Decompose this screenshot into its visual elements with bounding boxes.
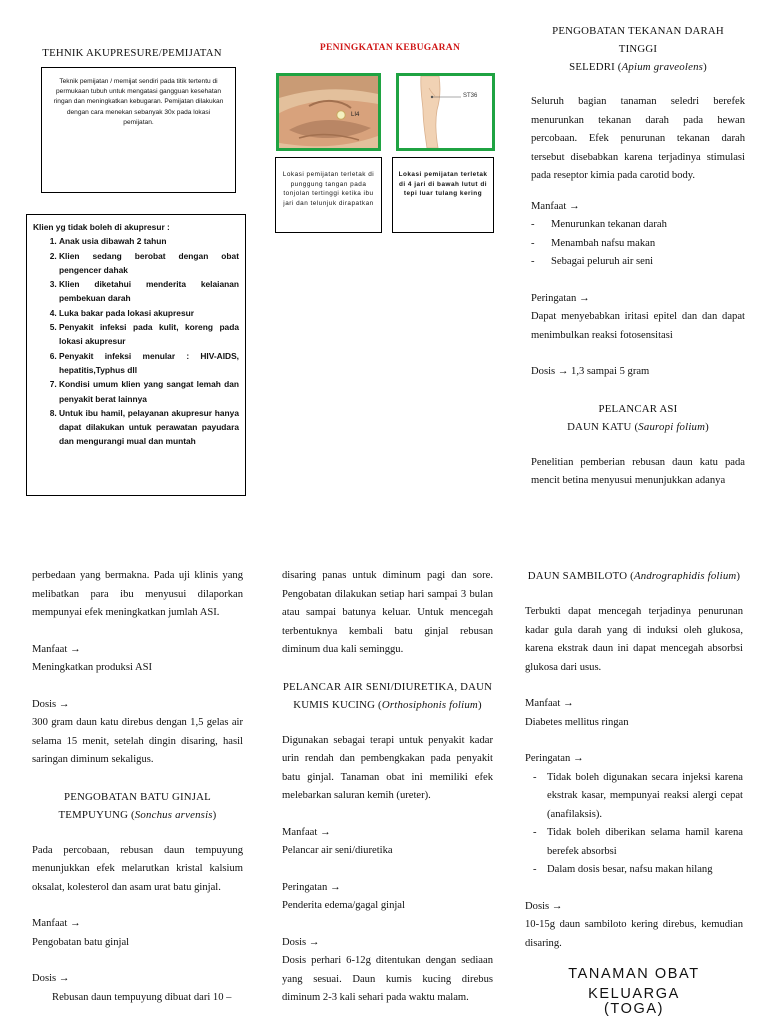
list-item: 5. Penyakit infeksi pada kulit, koreng pada lokasi akupresur bbox=[59, 320, 239, 349]
list-item: - Dalam dosis besar, nafsu makan hilang bbox=[525, 861, 743, 880]
column-4 bbox=[32, 567, 243, 1007]
asi-dosis-label: Dosis → bbox=[32, 698, 70, 710]
asi-continued: perbedaan yang bermakna. Pada uji klinis yang melibatkan para ibu menyusui dilaporkan mempunyai efek meningkatkan jumlah ASI. bbox=[32, 570, 243, 618]
hand-illustration bbox=[279, 76, 378, 148]
paren: ) bbox=[705, 420, 709, 433]
leg-illustration bbox=[399, 76, 492, 148]
klien-title: Klien yg tidak boleh di akupresur : bbox=[33, 222, 170, 232]
asi-heading bbox=[531, 400, 745, 436]
heading-line: PELANCAR ASI bbox=[598, 402, 678, 415]
list-item: 2. Klien sedang berobat dengan obat pengencer dahak bbox=[59, 249, 239, 278]
list-item: 3. Klien diketahui menderita kelaianan pembekuan darah bbox=[59, 277, 239, 306]
seledri-plant-name bbox=[531, 58, 745, 76]
plant-latin: Andrographidis folium bbox=[633, 570, 737, 582]
batu-ginjal-heading bbox=[32, 788, 243, 824]
caption1-box bbox=[275, 157, 382, 233]
sambiloto-peringatan-label: Peringatan → bbox=[525, 753, 584, 764]
paren: ) bbox=[212, 808, 217, 821]
sambiloto-manfaat: Diabetes mellitus ringan bbox=[525, 716, 629, 728]
asi-intro: Penelitian pemberian rebusan daun katu pada mencit betina menyusui menunjukkan adanya bbox=[531, 456, 745, 486]
caption2-text: Lokasi pemijatan terletak di 4 jari di bawah lutut di tepi luar tulang kering bbox=[398, 171, 488, 198]
seledri-dosis: Dosis → 1,3 sampai 5 gram bbox=[531, 366, 650, 377]
seledri-intro: Seluruh bagian tanaman seledri berefek menurunkan tekanan darah pada hewan percobaan. Efek penurunan tekanan darah tersebut disebabkan karena terjadinya stimulasi pada reseptor kimia pada carotid body. bbox=[531, 96, 745, 181]
plant-name: TEMPUYUNG ( bbox=[58, 808, 135, 821]
batu-ginjal-dosis: Rebusan daun tempuyung dibuat dari 10 – bbox=[52, 991, 232, 1003]
plant-name: DAUN KATU ( bbox=[567, 420, 639, 433]
seledri-manfaat-label: Manfaat → bbox=[531, 200, 580, 212]
toga-title: TANAMAN OBAT KELUARGA bbox=[568, 966, 700, 1002]
seledri-peringatan: Dapat menyebabkan iritasi epitel dan dan dapat menimbulkan reaksi fotosensitasi bbox=[531, 311, 745, 341]
kumis-kucing-intro: Digunakan sebagai terapi untuk penyakit kadar urin rendah dan pembengkakan pada penyakit batu ginjal. Tanaman obat ini memiliki efek melebarkan saluran kemih (ureter). bbox=[282, 734, 493, 801]
heading-line: PELANCAR AIR SENI/DIURETIKA, DAUN bbox=[282, 680, 493, 693]
column-3 bbox=[531, 22, 745, 491]
leg-image bbox=[396, 73, 495, 151]
plant-latin: Apium graveolens bbox=[621, 61, 704, 73]
plant-name: DAUN SAMBILOTO ( bbox=[527, 570, 634, 582]
sambiloto-manfaat-label: Manfaat → bbox=[525, 698, 574, 709]
klien-list bbox=[33, 234, 239, 448]
batu-ginjal-manfaat-label: Manfaat → bbox=[32, 918, 81, 929]
heading-line bbox=[32, 806, 243, 824]
list-item-text: Sebagai peluruh air seni bbox=[551, 256, 654, 267]
list-item: - Tidak boleh digunakan secara injeksi karena ekstrak kasar, mempunyai reaksi alergi cepat (anafilaksis). bbox=[525, 769, 743, 825]
caption2-box bbox=[392, 157, 494, 233]
st36-label: ST36 bbox=[463, 93, 478, 99]
seledri-peringatan-label: Peringatan → bbox=[531, 292, 590, 304]
paren: ) bbox=[736, 570, 741, 582]
plant-name: SELEDRI ( bbox=[569, 61, 622, 73]
akupresur-intro-text: Teknik pemijatan / memijat sendiri pada titik tertentu di permukaan tubuh untuk mengatasi gangguan kesehatan ringan dan meningkatkan kebugaran. Pemijatan dilakukan dengan cara menekan sebanyak 30x pada lokasi pemijatan. bbox=[53, 78, 224, 126]
list-item: 8. Untuk ibu hamil, pelayanan akupresur hanya dapat dilakukan untuk perawatan payudara dan mengurangi mual dan muntah bbox=[59, 406, 239, 449]
heading-line: PENGOBATAN TEKANAN DARAH bbox=[552, 25, 724, 37]
hand-image bbox=[276, 73, 381, 151]
kumis-kucing-manfaat-label: Manfaat → bbox=[282, 826, 331, 838]
plant-latin: Orthosiphonis folium bbox=[381, 698, 478, 711]
list-item: - Menurunkan tekanan darah bbox=[531, 216, 745, 235]
batu-ginjal-manfaat: Pengobatan batu ginjal bbox=[32, 936, 130, 948]
column-6 bbox=[525, 567, 743, 953]
sambiloto-dosis: 10-15g daun sambiloto kering direbus, kemudian disaring. bbox=[525, 919, 743, 949]
list-item: 6. Penyakit infeksi menular : HIV-AIDS, hepatitis,Typhus dll bbox=[59, 349, 239, 378]
list-item: 1. Anak usia dibawah 2 tahun bbox=[59, 234, 239, 248]
batu-ginjal-intro: Pada percobaan, rebusan daun tempuyung menunjukkan efek melarutkan kristal kalsium oksalat, kolesterol dan asam urat batu ginjal. bbox=[32, 844, 243, 893]
heading-line: TINGGI bbox=[618, 43, 658, 55]
asi-manfaat: Meningkatkan produksi ASI bbox=[32, 662, 153, 673]
list-item-text: Tidak boleh digunakan secara injeksi karena ekstrak kasar, mempunyai reaksi alergi cepat (anafilaksis). bbox=[547, 771, 743, 820]
list-item-text: Menurunkan tekanan darah bbox=[551, 219, 667, 230]
heading-line: PENGOBATAN BATU GINJAL bbox=[64, 790, 211, 803]
asi-dosis: 300 gram daun katu direbus dengan 1,5 gelas air selama 15 menit, setelah dingin disaring, hasil saringan diminum sekaligus. bbox=[32, 717, 243, 765]
plant-name: KUMIS KUCING ( bbox=[293, 698, 382, 711]
batu-ginjal-continued: disaring panas untuk diminum pagi dan sore. Pengobatan dilakukan setiap hari sampai 3 bulan atau sampai batunya keluar. Untuk mencegah terbentuknya kembali batu ginjal rebusan diminum dua kali seminggu. bbox=[282, 570, 493, 655]
sambiloto-dosis-label: Dosis → bbox=[525, 900, 563, 912]
list-item-text: Tidak boleh diberikan selama hamil karena berefek absorbsi bbox=[547, 827, 743, 857]
batu-ginjal-dosis-label: Dosis → bbox=[32, 973, 70, 984]
akupresur-intro-box bbox=[41, 67, 236, 193]
list-item: - Sebagai peluruh air seni bbox=[531, 253, 745, 272]
toga-subtitle: (TOGA) bbox=[603, 1001, 665, 1017]
akupresur-heading: TEHNIK AKUPRESURE/PEMIJATAN bbox=[42, 47, 222, 59]
list-item: 4. Luka bakar pada lokasi akupresur bbox=[59, 306, 239, 320]
kumis-kucing-peringatan-label: Peringatan → bbox=[282, 881, 341, 893]
caption1-text: Lokasi pemijatan terletak di punggung tangan pada tonjolan tertinggi ketika ibu jari dan telunjuk dirapatkan bbox=[282, 171, 375, 207]
seledri-heading bbox=[531, 22, 745, 76]
kebugaran-heading: PENINGKATAN KEBUGARAN bbox=[319, 43, 461, 53]
list-item: - Menambah nafsu makan bbox=[531, 235, 745, 254]
asi-manfaat-label: Manfaat → bbox=[32, 643, 81, 655]
list-item: - Tidak boleh diberikan selama hamil karena berefek absorbsi bbox=[525, 824, 743, 861]
kumis-kucing-manfaat: Pelancar air seni/diuretika bbox=[282, 845, 393, 856]
kumis-kucing-dosis: Dosis perhari 6-12g ditentukan dengan sediaan yang sesuai. Daun kumis kucing direbus diminum 2-3 kali sehari pada waktu malam. bbox=[282, 955, 493, 1003]
kumis-kucing-dosis-label: Dosis → bbox=[282, 936, 320, 948]
kumis-kucing-heading bbox=[282, 678, 493, 714]
plant-latin: Sonchus arvensis bbox=[134, 808, 213, 821]
plant-latin: Sauropi folium bbox=[638, 420, 706, 433]
heading-line bbox=[531, 418, 745, 436]
paren: ) bbox=[477, 698, 482, 711]
sambiloto-heading bbox=[525, 567, 743, 585]
list-item: 7. Kondisi umum klien yang sangat lemah dan penyakit berat lainnya bbox=[59, 377, 239, 406]
klien-box bbox=[26, 214, 246, 496]
heading-line bbox=[282, 696, 493, 714]
column-5 bbox=[282, 567, 493, 1008]
paren: ) bbox=[703, 61, 707, 73]
kumis-kucing-peringatan: Penderita edema/gagal ginjal bbox=[282, 900, 405, 911]
li4-label: LI4 bbox=[351, 112, 360, 118]
list-item-text: Menambah nafsu makan bbox=[551, 237, 656, 249]
list-item-text: Dalam dosis besar, nafsu makan hilang bbox=[547, 864, 713, 875]
sambiloto-intro: Terbukti dapat mencegah terjadinya penurunan kadar gula darah yang di induksi oleh glukosa, karena ekstrak daun ini dapat mencegah absorbsi glukosa dari usus. bbox=[525, 606, 743, 673]
